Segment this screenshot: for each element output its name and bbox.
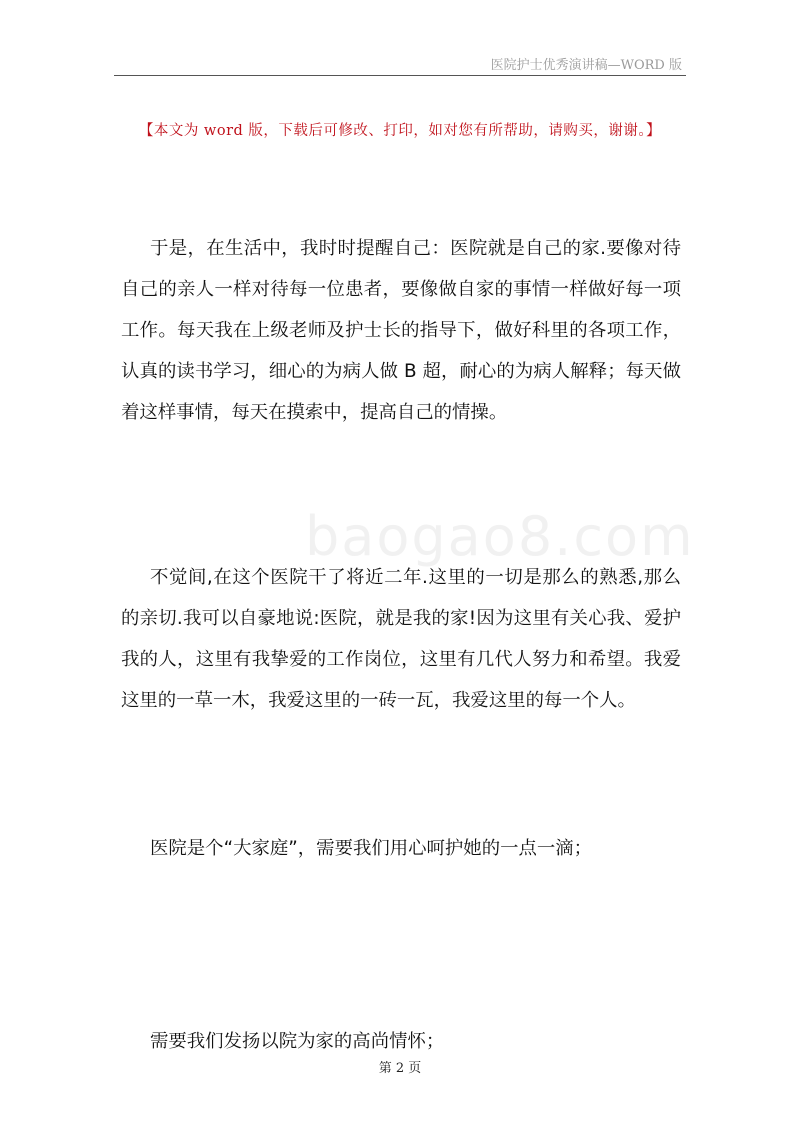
- page-number: 第 2 页: [378, 1061, 422, 1076]
- header-title: 医院护士优秀演讲稿—WORD 版: [490, 58, 682, 73]
- download-notice: 【本文为 word 版，下载后可修改、打印，如对您有所帮助，请购买，谢谢。】: [138, 123, 662, 139]
- paragraph-4: 需要我们发扬以院为家的高尚情怀；: [150, 1031, 445, 1053]
- header-divider: [114, 75, 686, 76]
- paragraph-3: 医院是个“大家庭”，需要我们用心呵护她的一点一滴；: [150, 838, 593, 860]
- watermark: baogao8.com: [305, 505, 695, 568]
- paragraph-2: 不觉间,在这个医院干了将近二年.这里的一切是那么的熟悉,那么的亲切.我可以自豪地说:医院，就是我的家!因为这里有关心我、爱护我的人，这里有我挚爱的工作岗位，这里有几代人努力和希望。我爱这里的一草一木，我爱这里的一砖一瓦，我爱这里的每一个人。: [121, 567, 681, 712]
- paragraph-1: 于是，在生活中，我时时提醒自己：医院就是自己的家.要像对待自己的亲人一样对待每一位患者，要像做自家的事情一样做好每一项工作。每天我在上级老师及护士长的指导下，做好科里的各项工作，认真的读书学习，细心的为病人做 B 超，耐心的为病人解释；每天做着这样事情，每天在摸索中，提高自己的情操。: [121, 238, 681, 424]
